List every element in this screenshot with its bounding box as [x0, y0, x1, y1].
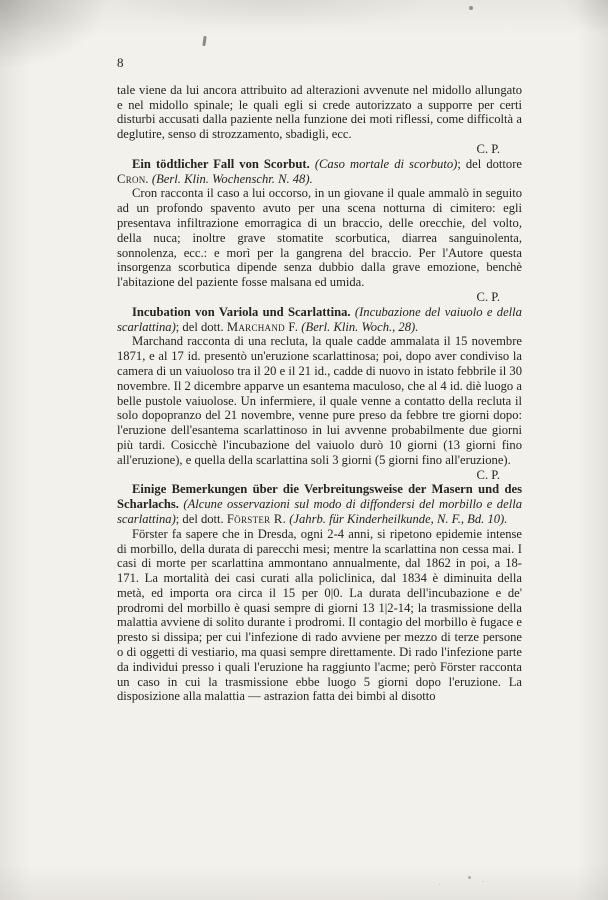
page-number: 8 [117, 55, 124, 70]
author-name: Cron [117, 171, 146, 186]
article-heading-masern [117, 482, 522, 526]
byline-text: ; del dottore [457, 156, 522, 171]
signature-initials: C. P. [476, 289, 500, 304]
article-title-italian: (Alcune osservazioni sul modo di diffondersi del morbillo e della scarlattina) [117, 497, 522, 526]
byline-text: ; del dott. [175, 319, 227, 334]
author-name: Marchand F. [226, 319, 299, 334]
scan-artifact [469, 6, 473, 10]
scan-artifact [468, 876, 471, 879]
article-body-masern: Förster fa sapere che in Dresda, ogni 2-4 anni, si ripetono epidemie intense di morbillo, della durata di parecchi mesi; mentre la scarlattina non cessa mai. I casi di morte per scarlattina ammontano annualmente, dal 1862 in poi, a 18-171. La mortalità dei casi curati alla policlinica, dal 1834 è diminuita della metà, ed importa ora circa il 15 per 0|0. La durata dell'incubazione e de' prodromi del morbillo è quasi sempre di giorni 13 1|2-14; la trasmissione della malattia avviene di solito durante i prodromi. Il contagio del morbillo è fugace e presto si dissipa; per cui l'infezione di rado avviene per mezzo di terze persone o di oggetti di vestiario, ma quasi sempre direttamente. Di rado l'infezione parte da individui presso i quali l'eruzione ha raggiunto l'acme; però Förster racconta un caso in cui la trasmissione ebbe luogo 5 giorni dopo l'eruzione. La disposizione alla malattia — astrazion fatta dei bimbi al disotto [117, 526, 522, 704]
byline-text: ; del dott. [175, 511, 227, 526]
text-column [117, 56, 522, 704]
journal-reference: . (Berl. Klin. Wochenschr. N. 48). [145, 171, 313, 186]
article-title-italian: (Caso mortale di scorbuto) [314, 156, 458, 171]
scan-artifact [202, 36, 206, 46]
continuation-paragraph: tale viene da lui ancora attribuito ad alterazioni avvenute nel midollo allungato e nel midollo spinale; le quali egli si crede autorizzato a supporre per certi disturbi accusati dalla paziente nella funzione dei moti riflessi, come difficoltà a deglutire, senso di strozzamento, sbadigli, ecc. [117, 82, 522, 142]
journal-reference: (Berl. Klin. Woch., 28). [298, 319, 419, 334]
author-name: Förster R. [226, 511, 287, 526]
article-title-german: Ein tödtlicher Fall von Scorbut. [132, 156, 310, 171]
article-title-german: Incubation von Variola und Scarlattina. [132, 304, 351, 319]
article-title-german: Einige Bemerkungen über die Verbreitungsweise der Masern und des Scharlachs. [117, 482, 522, 512]
article-title-italian: (Incubazione del vaiuolo e della scarlattina) [117, 304, 522, 334]
article-body-variola: Marchand racconta di una recluta, la quale cadde ammalata il 15 novembre 1871, e al 17 id. presentò un'eruzione scarlattinosa; poi, dopo aver condiviso la camera di un vaiuoloso tra il 20 e il 21 id., cadde di nuovo in istato febbrile il 30 novembre. Il 2 dicembre apparve un esantema maculoso, che al 4 id. diè luogo a belle pustole vaiuolose. Un infermiere, il quale venne a contatto della recluta il solo dopopranzo del 21 novembre, venne pure preso da febbre tre giorni dopo: l'eruzione dell'esantema scarlattinoso in lui avvenne probabilmente due giorni più tardi. Cosicchè l'incubazione del vaiuolo durò 10 giorni (13 giorni fino all'eruzione), e quella della scarlattina soli 3 giorni (5 giorni fino all'eruzione). [117, 334, 523, 467]
article-heading-scorbut [117, 157, 522, 187]
article-body-scorbut: Cron racconta il caso a lui occorso, in un giovane il quale ammalò in seguito ad un profondo spavento avuto per una scena notturna di cimitero: egli presentava infiltrazione emorragica di un braccio, delle orecchie, del volto, della nuca; inoltre grave stomatite scorbutica, diarrea sanguinolenta, sonnolenza, ecc.: e morì per la gangrena del braccio. Per l'Autore questa insorgenza scorbutica dipende senza dubbio dalla grave emozione, benchè l'abitazione del paziente fosse malsana ed umida. [117, 186, 522, 290]
signature-initials: C. P. [476, 141, 500, 156]
signature-initials: C. P. [476, 467, 500, 482]
article-heading-variola [117, 305, 522, 335]
journal-reference: (Jahrb. für Kinderheilkunde, N. F., Bd. 10). [286, 511, 508, 526]
